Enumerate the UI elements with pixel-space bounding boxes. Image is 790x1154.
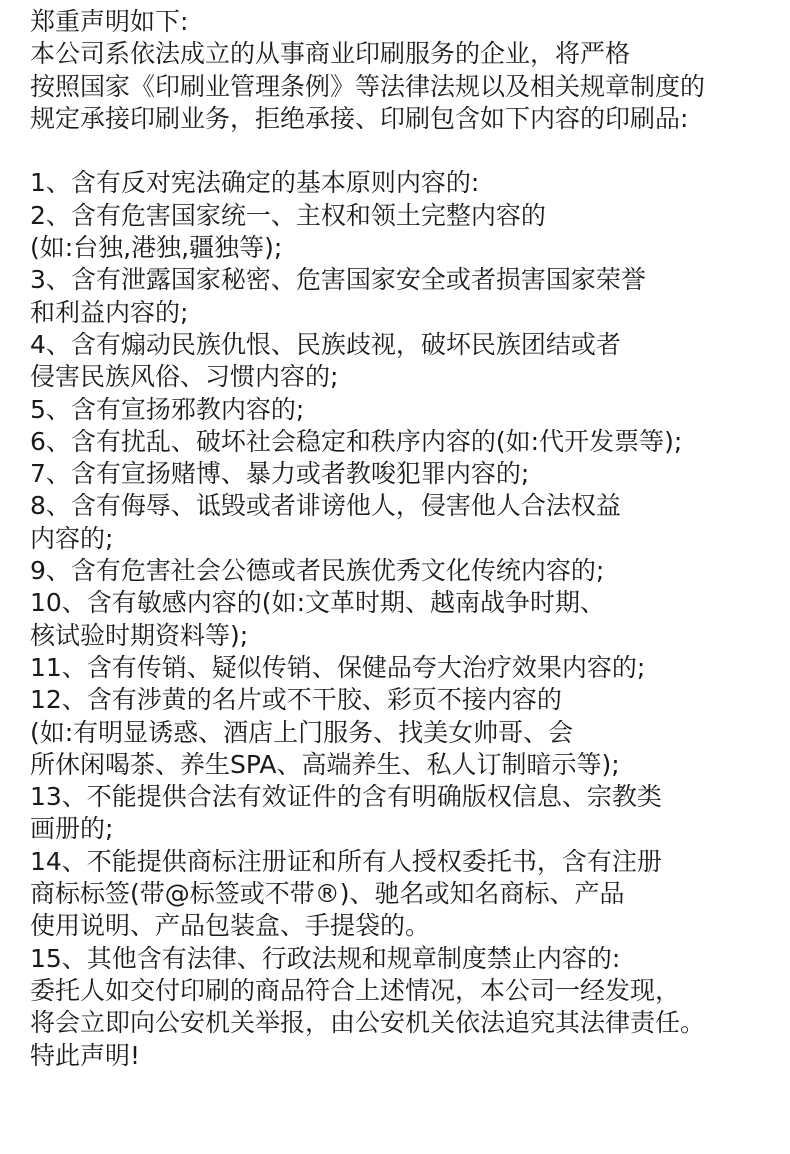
list-item-line: (如:有明显诱惑、酒店上门服务、找美女帅哥、会	[30, 717, 574, 747]
list-item-line: 所休闲喝茶、养生SPA、高端养生、私人订制暗示等);	[30, 749, 620, 779]
list-item-line: 核试验时期资料等);	[30, 620, 249, 650]
list-item-line: 商标标签(带@标签或不带®)、驰名或知名商标、产品	[30, 879, 625, 909]
list-item-line: 内容的;	[30, 523, 114, 553]
list-item-line: 3、含有泄露国家秘密、危害国家安全或者损害国家荣誉	[30, 265, 646, 295]
declaration-document	[30, 6, 780, 1072]
list-item-line: 5、含有宣扬邪教内容的;	[30, 394, 305, 424]
prohibited-items-list	[30, 167, 780, 974]
intro-line: 本公司系依法成立的从事商业印刷服务的企业，将严格	[30, 39, 631, 69]
intro-paragraph	[30, 38, 780, 135]
list-item-line: 侵害民族风俗、习惯内容的;	[30, 362, 339, 392]
intro-line: 规定承接印刷业务，拒绝承接、印刷包含如下内容的印刷品:	[30, 103, 689, 133]
closing-paragraph	[30, 975, 780, 1072]
list-item-line: 6、含有扰乱、破坏社会稳定和秩序内容的(如:代开发票等);	[30, 426, 683, 456]
paragraph-gap	[30, 135, 780, 167]
closing-line: 特此声明!	[30, 1040, 141, 1070]
list-item-line: 画册的;	[30, 814, 114, 844]
closing-line: 委托人如交付印刷的商品符合上述情况，本公司一经发现，	[30, 975, 681, 1005]
list-item-line: 12、含有涉黄的名片或不干胶、彩页不接内容的	[30, 685, 562, 715]
closing-line: 将会立即向公安机关举报，由公安机关依法追究其法律责任。	[30, 1008, 706, 1038]
list-item-line: 8、含有侮辱、诋毁或者诽谤他人，侵害他人合法权益	[30, 491, 621, 521]
list-item-line: 10、含有敏感内容的(如:文革时期、越南战争时期、	[30, 588, 605, 618]
list-item-line: 使用说明、产品包装盒、手提袋的。	[30, 911, 431, 941]
list-item-line: 和利益内容的;	[30, 297, 189, 327]
list-item-line: 14、不能提供商标注册证和所有人授权委托书，含有注册	[30, 846, 662, 876]
list-item-line: 15、其他含有法律、行政法规和规章制度禁止内容的:	[30, 943, 621, 973]
list-item-line: 1、含有反对宪法确定的基本原则内容的:	[30, 168, 480, 198]
list-item-line: 9、含有危害社会公德或者民族优秀文化传统内容的;	[30, 556, 605, 586]
intro-line: 按照国家《印刷业管理条例》等法律法规以及相关规章制度的	[30, 71, 706, 101]
list-item-line: 2、含有危害国家统一、主权和领土完整内容的	[30, 200, 546, 230]
list-item-line: (如:台独,港独,疆独等);	[30, 233, 283, 263]
declaration-title: 郑重声明如下:	[30, 7, 189, 36]
list-item-line: 7、含有宣扬赌博、暴力或者教唆犯罪内容的;	[30, 459, 530, 489]
list-item-line: 11、含有传销、疑似传销、保健品夸大治疗效果内容的;	[30, 652, 646, 682]
list-item-line: 4、含有煽动民族仇恨、民族歧视，破坏民族团结或者	[30, 329, 621, 359]
list-item-line: 13、不能提供合法有效证件的含有明确版权信息、宗教类	[30, 782, 662, 812]
